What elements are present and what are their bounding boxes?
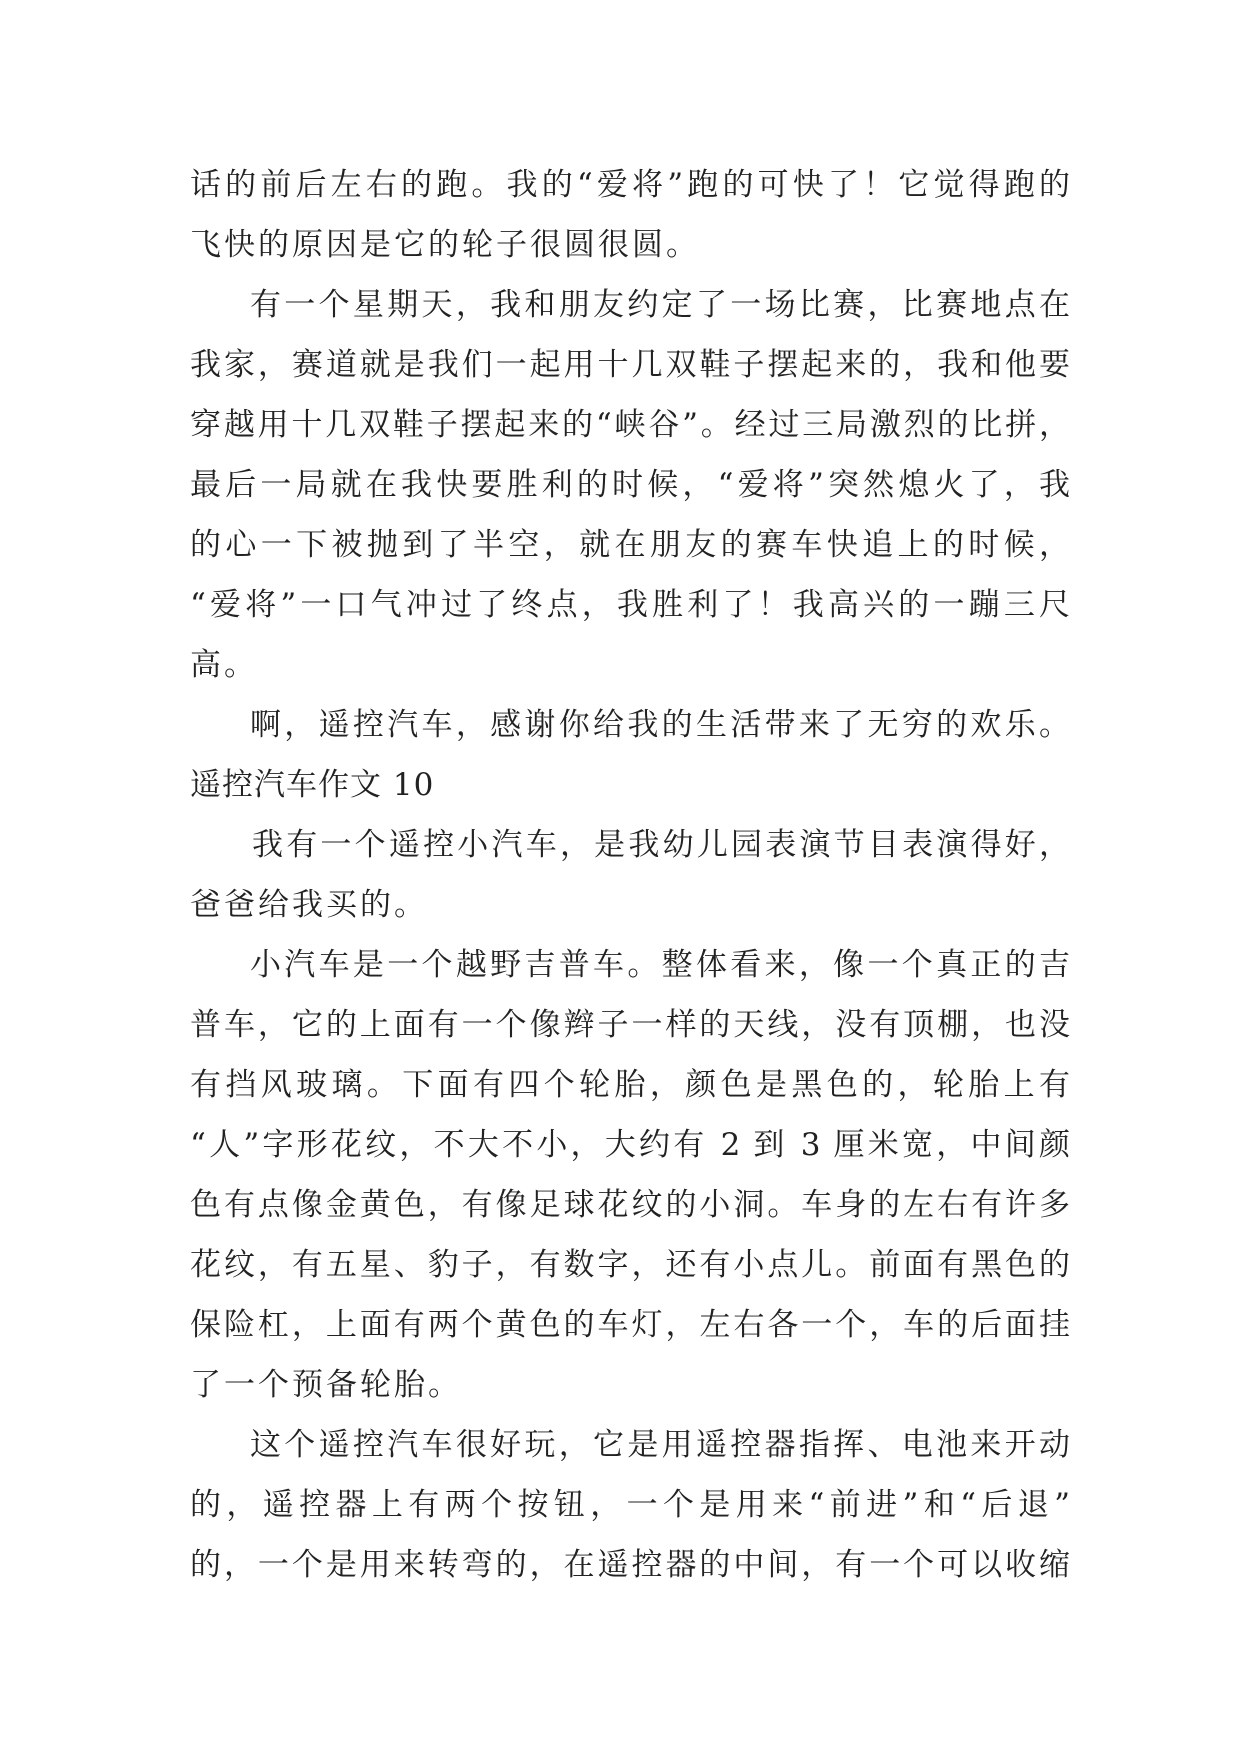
text-line: 有挡风玻璃。下面有四个轮胎，颜色是黑色的，轮胎上有 <box>190 1067 1070 1103</box>
section-heading: 遥控汽车作文 10 <box>190 767 435 803</box>
text-line: 色有点像金黄色，有像足球花纹的小洞。车身的左右有许多 <box>190 1187 1070 1223</box>
essay-body <box>190 155 1070 1595</box>
text-line: 最后一局就在我快要胜利的时候，“爱将”突然熄火了，我 <box>190 467 1070 503</box>
text-line: 的，遥控器上有两个按钮，一个是用来“前进”和“后退” <box>190 1487 1070 1523</box>
paragraph-first-line: 我有一个遥控小汽车，是我幼儿园表演节目表演得好， <box>252 827 1070 863</box>
text-line: 保险杠，上面有两个黄色的车灯，左右各一个，车的后面挂 <box>190 1307 1070 1343</box>
text-line: 穿越用十几双鞋子摆起来的“峡谷”。经过三局激烈的比拼， <box>190 407 1070 443</box>
text-line: 高。 <box>190 647 258 683</box>
text-line: 飞快的原因是它的轮子很圆很圆。 <box>190 227 700 263</box>
paragraph-first-line: 这个遥控汽车很好玩，它是用遥控器指挥、电池来开动 <box>250 1427 1070 1463</box>
text-line: 我家，赛道就是我们一起用十几双鞋子摆起来的，我和他要 <box>190 347 1070 383</box>
text-line: 的，一个是用来转弯的，在遥控器的中间，有一个可以收缩 <box>190 1547 1070 1583</box>
paragraph-first-line: 有一个星期天，我和朋友约定了一场比赛，比赛地点在 <box>250 287 1070 323</box>
text-line: 的心一下被抛到了半空，就在朋友的赛车快追上的时候， <box>190 527 1070 563</box>
text-line: 了一个预备轮胎。 <box>190 1367 462 1403</box>
text-line: 普车，它的上面有一个像辫子一样的天线，没有顶棚，也没 <box>190 1007 1070 1043</box>
text-line: “人”字形花纹，不大不小，大约有 2 到 3 厘米宽，中间颜 <box>190 1127 1070 1163</box>
paragraph-first-line: 啊，遥控汽车，感谢你给我的生活带来了无穷的欢乐。 <box>250 707 1070 743</box>
text-line: 爸爸给我买的。 <box>190 887 428 923</box>
text-line: 话的前后左右的跑。我的“爱将”跑的可快了！它觉得跑的 <box>190 167 1070 203</box>
paragraph-first-line: 小汽车是一个越野吉普车。整体看来，像一个真正的吉 <box>250 947 1070 983</box>
text-line: 花纹，有五星、豹子，有数字，还有小点儿。前面有黑色的 <box>190 1247 1070 1283</box>
text-line: “爱将”一口气冲过了终点，我胜利了！我高兴的一蹦三尺 <box>190 587 1070 623</box>
